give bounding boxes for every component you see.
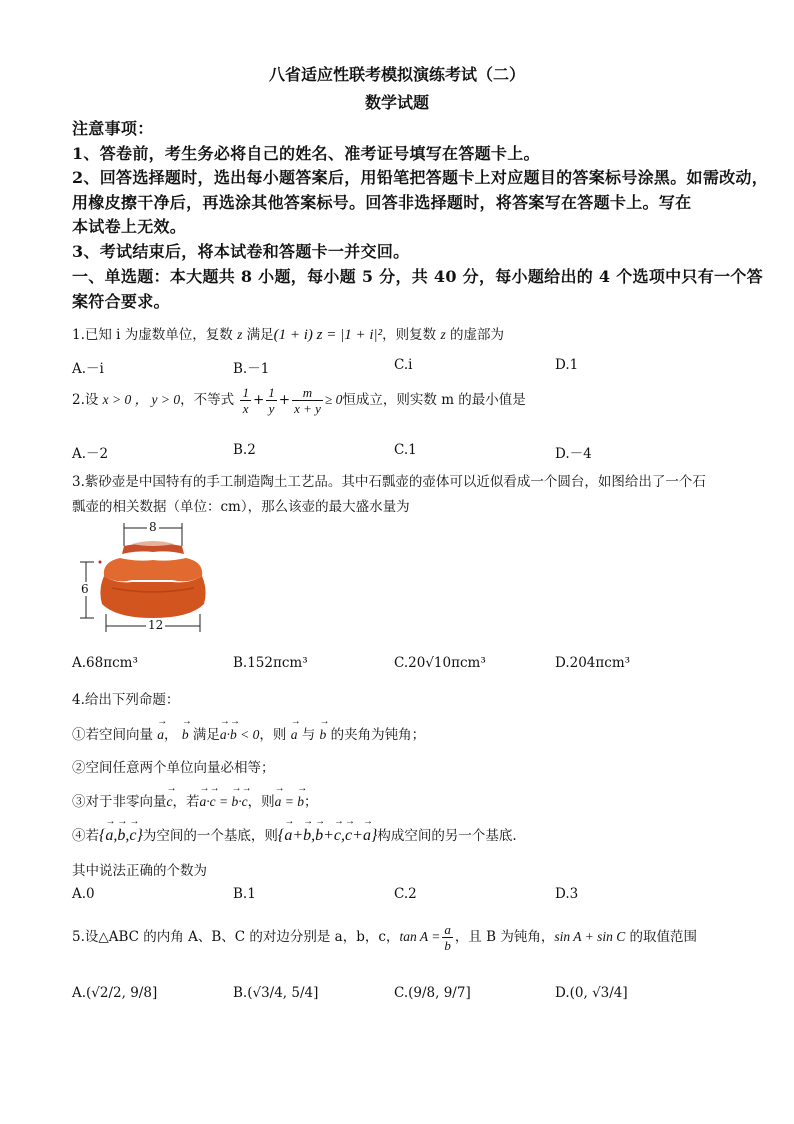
q1-formula: (1 + i) z = |1 + i|² [273, 327, 383, 343]
q4-option-b: B.1 [233, 886, 256, 902]
question-5-stem: 5.设△ABC 的内角 A、B、C 的对边分别是 a，b，c，tan A = $\frac{a}{b}$ ，且 B 为钝角，sin A + sin C 的取值范围 [72, 922, 698, 953]
q1-option-c: C.i [394, 357, 413, 373]
top-dimension-label: 8 [149, 520, 157, 534]
q3-option-c: C.20√10πcm³ [394, 655, 486, 671]
notice-item-2-line-2: 用橡皮擦干净后，再选涂其他答案标号。回答非选择题时，将答案写在答题卡上。写在 [72, 193, 692, 212]
height-dimension-label: 6 [81, 582, 89, 596]
q1-text-a: 1.已知 i 为虚数单位，复数 [72, 327, 238, 343]
q4-option-c: C.2 [394, 886, 417, 902]
q2-text-a: 2.设 [72, 392, 103, 408]
q5-option-a: A.(√2/2, 9/8] [72, 985, 158, 1001]
q2-option-d: D.－4 [555, 446, 592, 462]
q4-proposition-2: ②空间任意两个单位向量必相等； [72, 760, 275, 776]
bottom-dimension-label: 12 [148, 618, 164, 632]
q2-conditions: x > 0 ， y > 0 [102, 392, 181, 407]
q5-option-c: C.(9/8, 9/7] [394, 985, 471, 1001]
q5-option-b: B.(√3/4, 5/4] [233, 985, 319, 1001]
q3-option-a: A.68πcm³ [72, 655, 138, 671]
q1-option-d: D.1 [555, 357, 579, 373]
q2-option-b: B.2 [233, 442, 256, 458]
q1-var-2: z [440, 327, 446, 342]
q2-inequality: ≥ 0 [324, 392, 343, 407]
q1-text-c: ，则复数 [382, 327, 441, 343]
q5-fraction: $\frac{a}{b}$ [444, 922, 451, 953]
question-3-line-2: 瓢壶的相关数据（单位：cm），那么该壶的最大盛水量为 [72, 499, 410, 515]
q4-proposition-1: ①若空间向量 → a， → b 满足→ a·→ b < 0，则 → a 与 → b 的夹角为钝角； [72, 723, 722, 743]
notice-heading: 注意事项： [72, 119, 154, 138]
notice-item-2-line-1: 2、回答选择题时，选出每小题答案后，用铅笔把答题卡上对应题目的答案标号涂黑。如需改动， [72, 168, 769, 187]
question-1-stem [72, 323, 722, 344]
notice-item-3: 3、考试结束后，将本试卷和答题卡一并交回。 [72, 242, 410, 261]
q5-option-d: D.(0, √3/4] [555, 985, 628, 1001]
q2-text-b: ，不等式 [180, 392, 235, 408]
q2-text-c: 恒成立，则实数 m 的最小值是 [342, 392, 526, 408]
q2-option-c: C.1 [394, 442, 417, 458]
section-heading-line-2: 案符合要求。 [72, 292, 170, 311]
teapot-shoulder [104, 558, 202, 581]
section-heading-line-1: 一、单选题：本大题共 8 小题，每小题 5 分，共 40 分，每小题给出的 4 个选项中只有一个答 [72, 267, 763, 286]
teapot-diagram [72, 518, 212, 638]
notice-item-2-line-3: 本试卷上无效。 [72, 217, 187, 236]
q1-text-b: 满足 [242, 327, 274, 343]
q4-option-d: D.3 [555, 886, 579, 902]
question-3-line-1: 3.紫砂壶是中国特有的手工制造陶土工艺品。其中石瓢壶的壶体可以近似看成一个圆台，如图给出了一个石 [72, 474, 706, 490]
q1-var: z [237, 327, 243, 342]
q1-text-d: 的虚部为 [445, 327, 505, 343]
q1-option-b: B.－1 [233, 361, 270, 377]
q4-proposition-3: ③对于非零向量→ c，若→ a·→ c = → b·→ c，则→ a = → b； [72, 790, 722, 810]
q2-option-a: A.－2 [72, 446, 109, 462]
teapot-body [100, 576, 205, 618]
q3-option-d: D.204πcm³ [555, 655, 631, 671]
q1-option-a: A.－i [72, 361, 104, 377]
question-4-intro: 4.给出下列命题： [72, 692, 180, 708]
q2-fraction-2: $\frac{1}{y}$ [268, 385, 275, 416]
q2-fraction-1: $\frac{1}{x}$ [242, 385, 249, 416]
q2-fraction-3: $\frac{m}{x + y}$ [294, 385, 321, 416]
q4-proposition-4: ④若{→ a,→ b,→ c}为空间的一个基底，则{→ a+→ b,→ b+→ c,→ c+→ a}构成空间的另一个基底. [72, 824, 722, 845]
notice-item-1: 1、答卷前，考生务必将自己的姓名、准考证号填写在答题卡上。 [72, 144, 540, 163]
exam-title: 八省适应性联考模拟演练考试（二） [268, 65, 525, 84]
q3-option-b: B.152πcm³ [233, 655, 308, 671]
q4-option-a: A.0 [72, 886, 95, 902]
exam-subtitle: 数学试题 [364, 93, 429, 112]
question-2-stem: 2.设 x > 0 ， y > 0，不等式 $\frac{1}{x}$ + $\frac{1}{y}$ + $\frac{m}{x + y}$ ≥ 0恒成立，则实数 m 的最小值是 [72, 385, 526, 416]
q4-count-question: 其中说法正确的个数为 [72, 863, 207, 879]
teapot-figure [72, 518, 212, 638]
